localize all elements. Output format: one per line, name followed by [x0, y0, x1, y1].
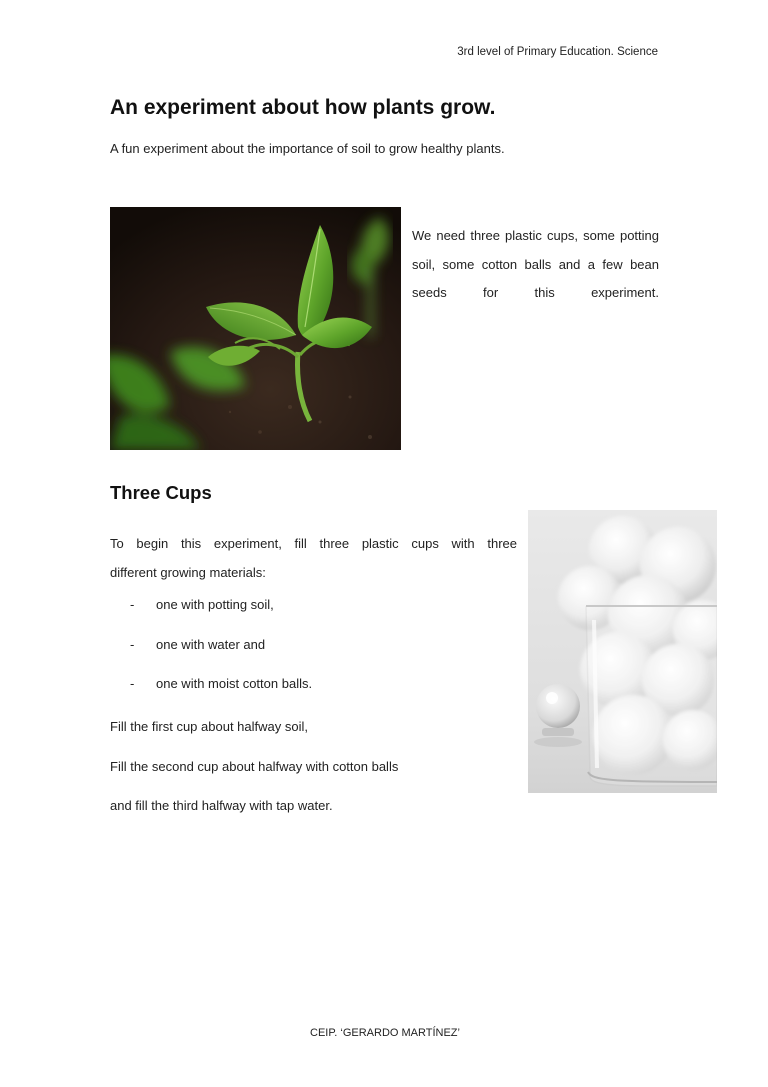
- page-subtitle: A fun experiment about the importance of soil to grow healthy plants.: [110, 141, 505, 156]
- list-item-text: one with water and: [156, 636, 266, 652]
- section-paragraph: [110, 530, 517, 587]
- intro-paragraph: We need three plastic cups, some potting soil, some cotton balls and a few bean seeds for this experiment.: [412, 228, 659, 300]
- list-dash: -: [130, 597, 135, 612]
- list-dash: -: [130, 636, 135, 652]
- list-item-text: one with potting soil,: [156, 597, 274, 612]
- header-note: 3rd level of Primary Education. Science: [457, 46, 658, 58]
- plant-seedling-photo: [110, 207, 401, 450]
- list-dash: -: [130, 676, 135, 691]
- instruction-line: and fill the third halfway with tap water.: [110, 798, 333, 813]
- paragraph-line-1: To begin this experiment, fill three plastic cups with three: [110, 536, 517, 551]
- section-heading: Three Cups: [110, 482, 212, 503]
- instruction-line: Fill the first cup about halfway soil,: [110, 719, 308, 734]
- paragraph-line-2: different growing materials:: [110, 564, 266, 580]
- instruction-line: Fill the second cup about halfway with cotton balls: [110, 759, 399, 774]
- list-item-text: one with moist cotton balls.: [156, 676, 313, 691]
- footer: [0, 1027, 768, 1039]
- footer-school-name: CEIP. ‘GERARDO MARTÍNEZ’: [310, 1027, 460, 1039]
- page-title: An experiment about how plants grow.: [110, 96, 496, 119]
- cotton-balls-glass-photo: [528, 510, 717, 793]
